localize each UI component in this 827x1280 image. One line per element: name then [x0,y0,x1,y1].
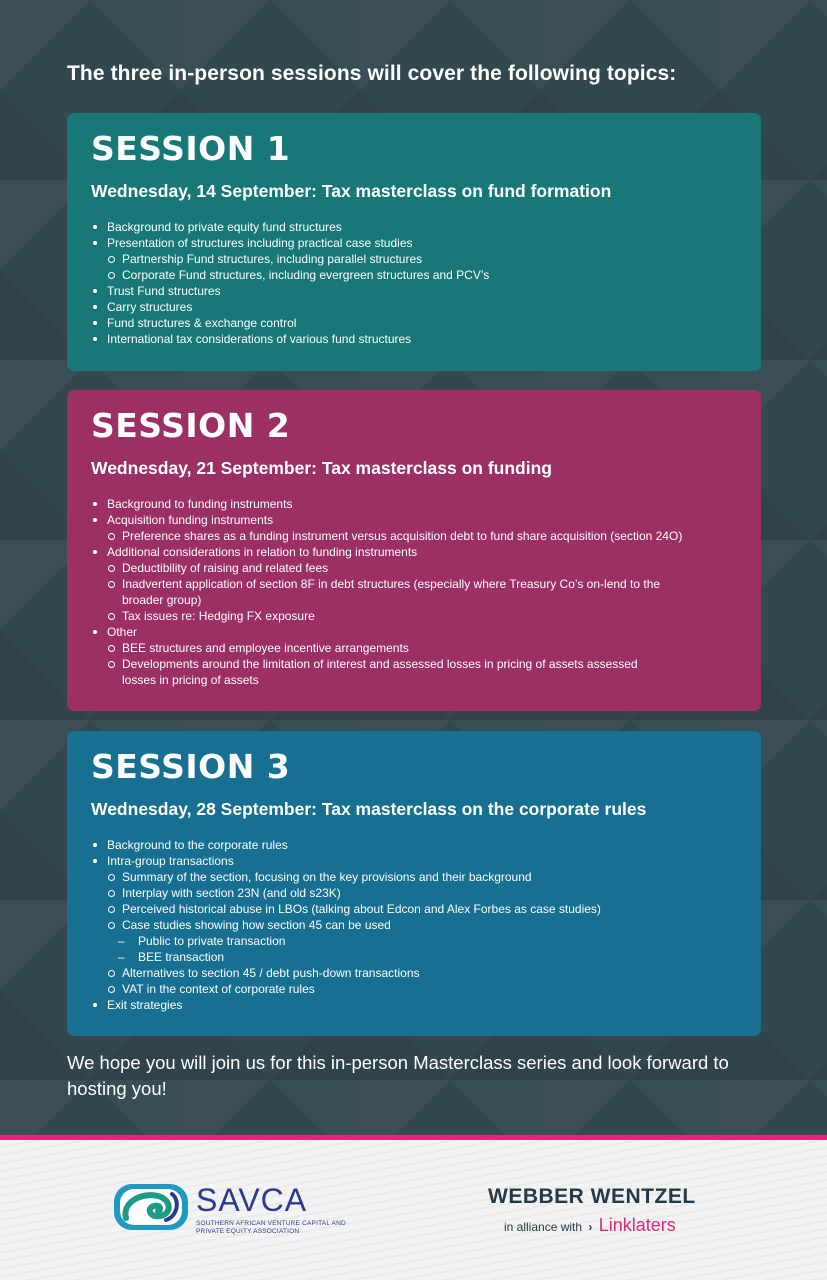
ww-alliance-text: in alliance with [504,1220,583,1234]
session-title: SESSION 3 [91,747,291,786]
list-item: VAT in the context of corporate rules [91,981,737,997]
topic-list [91,837,737,1013]
topic-list [91,496,737,688]
list-item: Trust Fund structures [91,283,737,299]
session-title: SESSION 2 [91,406,291,445]
list-item: Alternatives to section 45 / debt push-down transactions [91,965,737,981]
list-item: Case studies showing how section 45 can be used [91,917,737,933]
chevron-right-icon: › [588,1220,593,1234]
list-item: Partnership Fund structures, including parallel structures [91,251,737,267]
savca-swirl-icon [112,1182,190,1232]
list-item: Corporate Fund structures, including evergreen structures and PCV’s [91,267,737,283]
session-title: SESSION 1 [91,129,291,168]
list-item [91,656,737,688]
list-item-text: Developments around the limitation of interest and assessed losses in pricing of assets assessed losses in pricing of assets [122,657,638,687]
list-item: Other [91,624,737,640]
session-subtitle: Wednesday, 21 September: Tax masterclass on funding [91,458,552,478]
list-item: Fund structures & exchange control [91,315,737,331]
ww-alliance-line [504,1215,728,1236]
linklaters-name: Linklaters [598,1215,676,1235]
list-item: Presentation of structures including practical case studies [91,235,737,251]
topic-list [91,219,737,347]
list-item: Background to the corporate rules [91,837,737,853]
list-item: BEE structures and employee incentive arrangements [91,640,737,656]
list-item: Deductibility of raising and related fees [91,560,737,576]
session-subtitle: Wednesday, 14 September: Tax masterclass on fund formation [91,181,612,201]
closing-message: We hope you will join us for this in-person Masterclass series and look forward to hosting you! [67,1052,729,1099]
ww-name: WEBBER WENTZEL [488,1185,696,1208]
list-item: Exit strategies [91,997,737,1013]
list-item: Additional considerations in relation to funding instruments [91,544,737,560]
list-item: – Public to private transaction [91,933,737,949]
list-item: Carry structures [91,299,737,315]
list-item: International tax considerations of various fund structures [91,331,737,347]
session-3-card [67,731,761,1036]
list-item [91,576,737,608]
webber-wentzel-logo [488,1185,728,1236]
list-item: – BEE transaction [91,949,737,965]
list-item: Preference shares as a funding instrument versus acquisition debt to fund share acquisition (section 24O) [91,528,737,544]
session-2-card [67,390,761,711]
list-item: Tax issues re: Hedging FX exposure [91,608,737,624]
list-item: Acquisition funding instruments [91,512,737,528]
list-item: Background to funding instruments [91,496,737,512]
savca-logo [112,1182,346,1242]
list-item: Intra-group transactions [91,853,737,869]
session-subtitle: Wednesday, 28 September: Tax masterclass on the corporate rules [91,799,647,819]
page-headline: The three in-person sessions will cover the following topics: [67,62,677,85]
list-item: Background to private equity fund structures [91,219,737,235]
session-1-card [67,113,761,371]
list-item: Summary of the section, focusing on the key provisions and their background [91,869,737,885]
list-item-text: Inadvertent application of section 8F in debt structures (especially where Treasury Co’s on-lend to the broader group) [122,577,661,607]
list-item: Perceived historical abuse in LBOs (talking about Edcon and Alex Forbes as case studies) [91,901,737,917]
list-item: Interplay with section 23N (and old s23K) [91,885,737,901]
savca-name: SAVCA [196,1182,308,1218]
savca-subtitle: SOUTHERN AFRICAN VENTURE CAPITAL AND PRIVATE EQUITY ASSOCIATION [196,1220,346,1235]
